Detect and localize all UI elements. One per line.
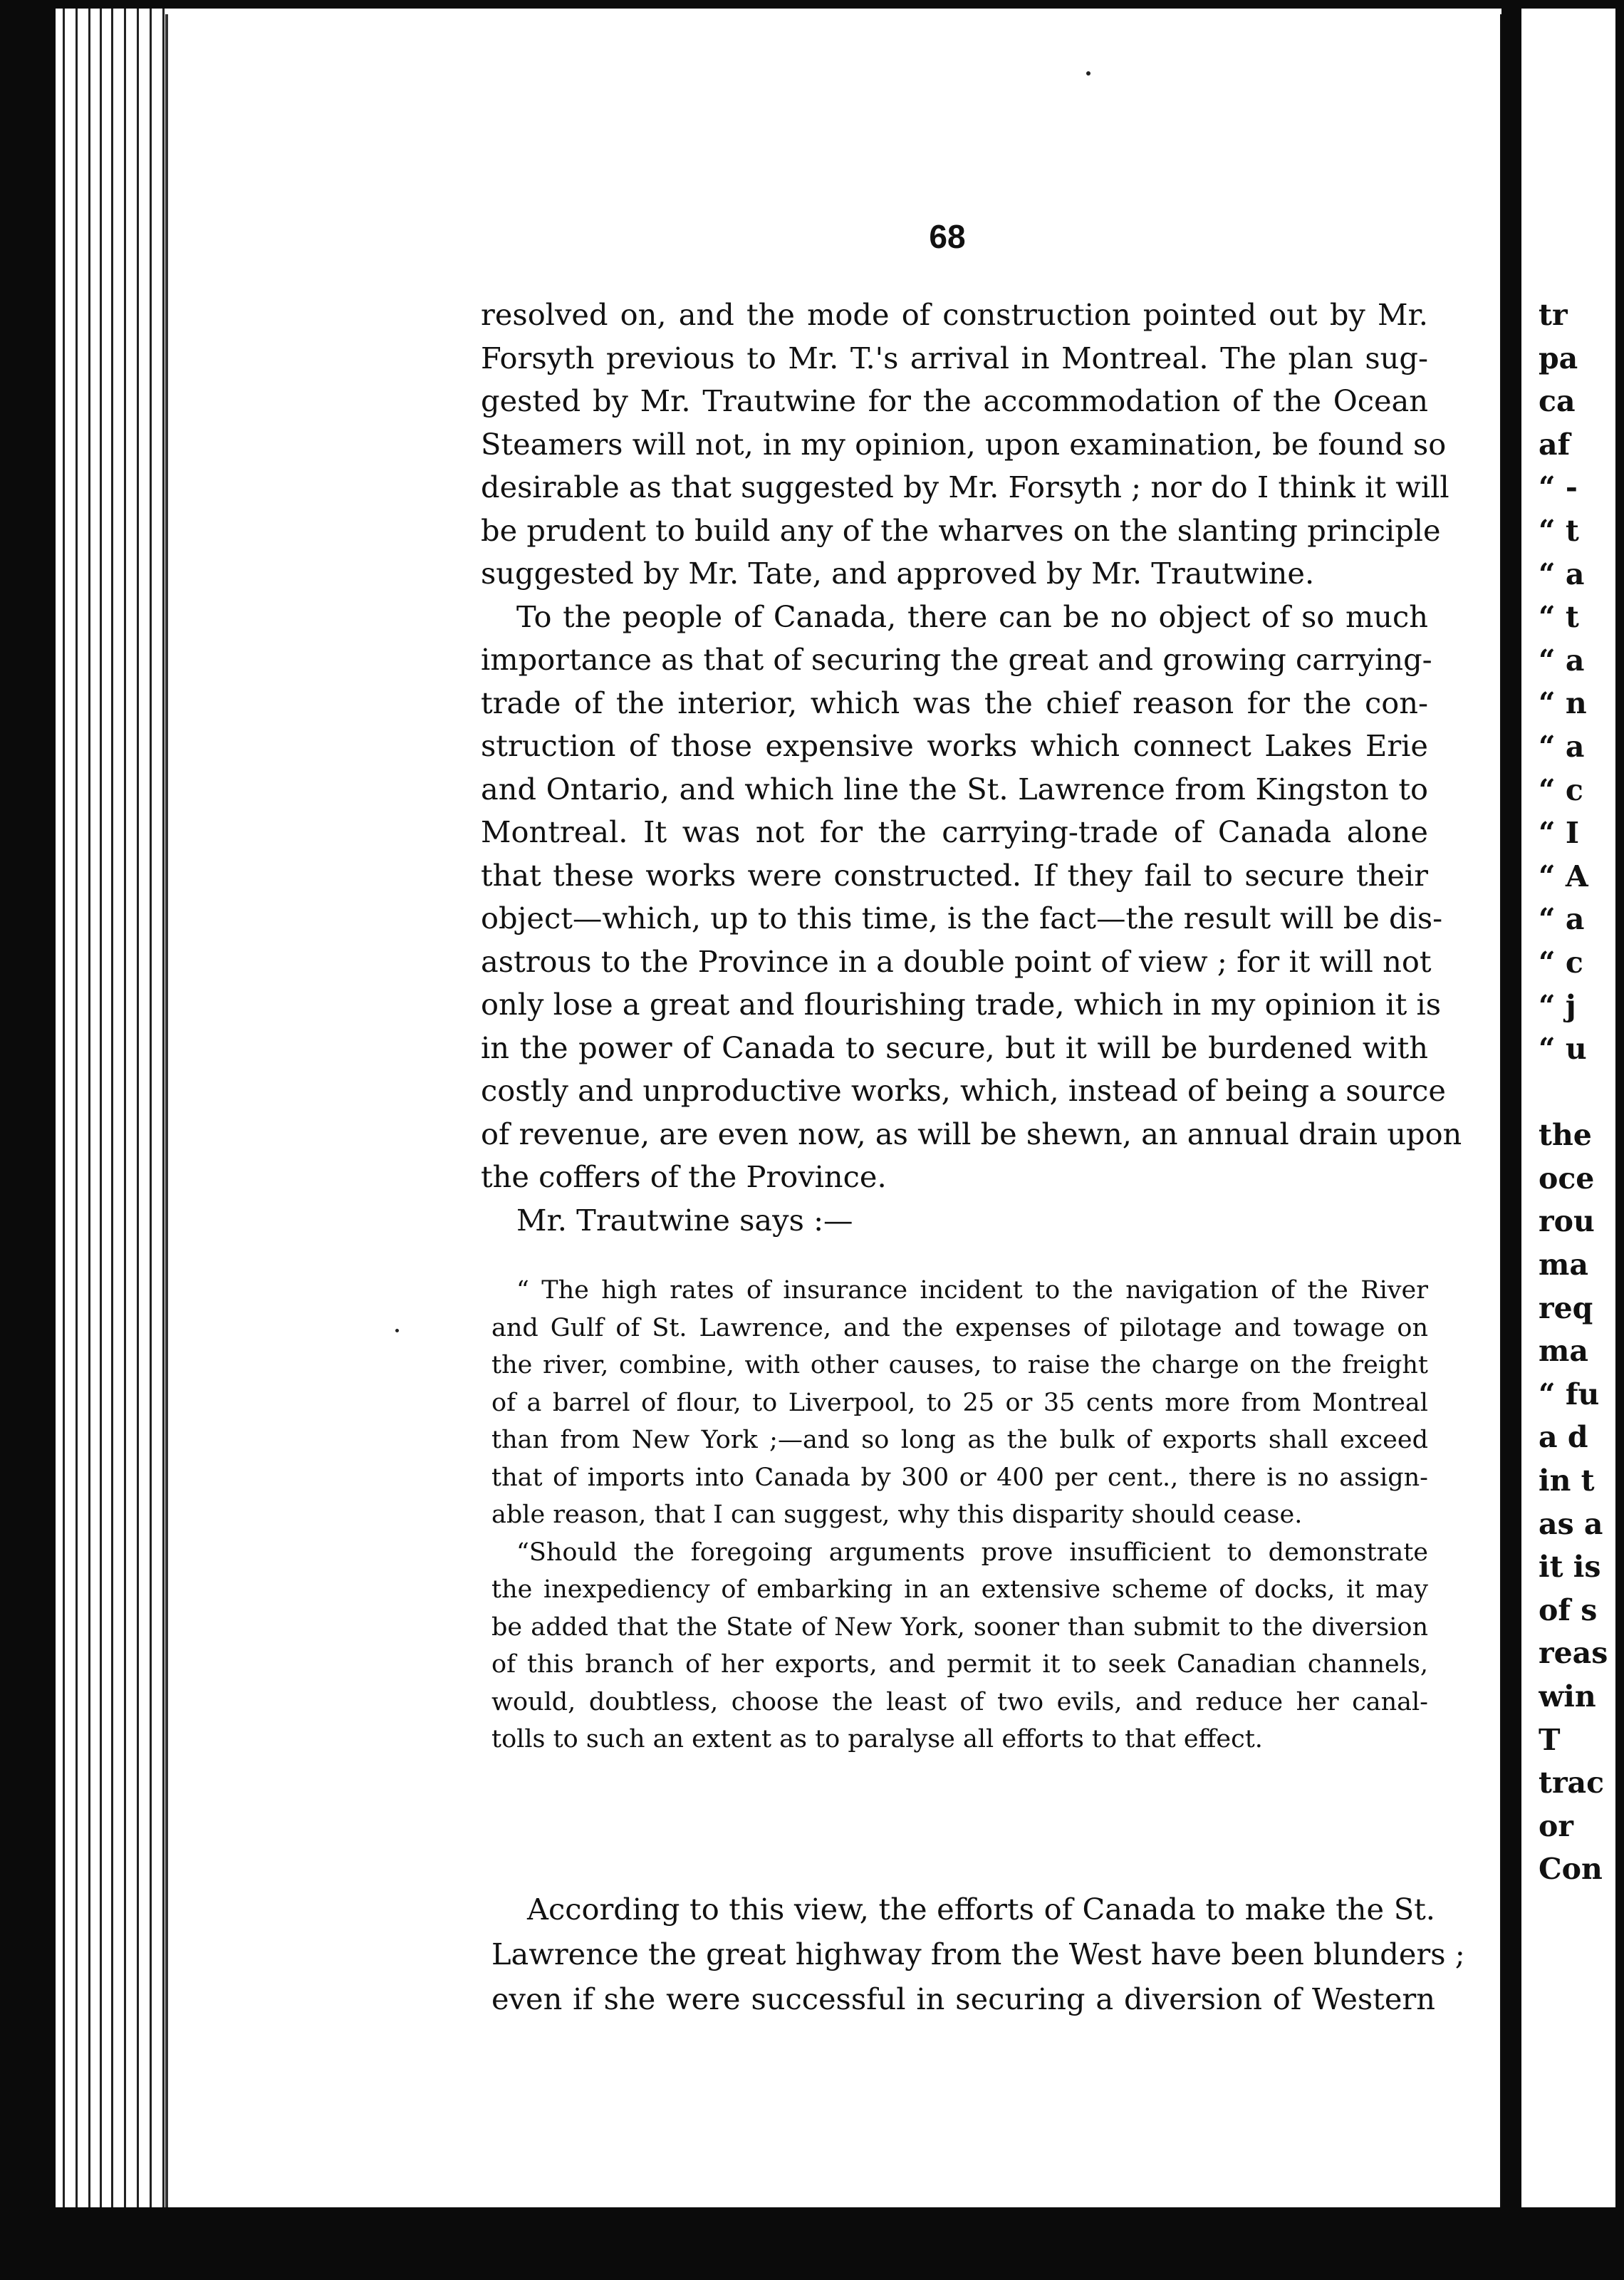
quote-line: “Should the foregoing arguments prove insufficient to demonstrate [516, 1538, 1428, 1567]
facing-page-fragment: or [1539, 1808, 1573, 1843]
quote-line: of this branch of her exports, and permit it to seek Canadian channels, [491, 1650, 1428, 1679]
facing-page-fragment: of s [1539, 1592, 1598, 1627]
paragraph-3: Mr. Trautwine says :— [516, 1202, 853, 1238]
quote-paragraph-1 [491, 1272, 1428, 1534]
facing-page-fragment: “ I [1539, 816, 1580, 851]
quote-line: “ The high rates of insurance incident to the navigation of the River [516, 1276, 1428, 1305]
paragraph-2 [481, 596, 1462, 1199]
text-line: Lawrence the great highway from the West have been blunders ; [491, 1937, 1465, 1971]
facing-page-text-fragments [1539, 294, 1624, 1891]
facing-page-fragment: “ a [1539, 643, 1585, 678]
facing-page-fragment: “ n [1539, 686, 1587, 721]
text-line: be prudent to build any of the wharves on the slanting principle [481, 512, 1441, 548]
quote-line: and Gulf of St. Lawrence, and the expenses of pilotage and towage on [491, 1313, 1428, 1342]
quote-line: than from New York ;—and so long as the bulk of exports shall exceed [491, 1426, 1428, 1454]
quote-line: able reason, that I can suggest, why this disparity should cease. [491, 1501, 1303, 1529]
facing-page-fragment: as a [1539, 1506, 1603, 1541]
facing-page-fragment: “ u [1539, 1032, 1587, 1067]
facing-page-fragment: “ a [1539, 902, 1585, 937]
block-quote [491, 1272, 1428, 1758]
text-line: astrous to the Province in a double point of view ; for it will not [481, 943, 1432, 979]
facing-page-fragment: T [1539, 1722, 1561, 1757]
text-line: even if she were successful in securing a diversion of Western [491, 1981, 1435, 2016]
text-line: Steamers will not, in my opinion, upon examination, be found so [481, 426, 1447, 462]
text-line: resolved on, and the mode of construction pointed out by Mr. [481, 297, 1428, 332]
text-line: To the people of Canada, there can be no object of so much [516, 598, 1428, 634]
quote-line: the river, combine, with other causes, to raise the charge on the freight [491, 1351, 1428, 1379]
facing-page-fragment: the [1539, 1118, 1592, 1153]
text-line: that these works were constructed. If they fail to secure their [481, 857, 1428, 893]
text-line: trade of the interior, which was the chief reason for the con- [481, 685, 1428, 720]
body-text [481, 294, 1462, 1242]
facing-page-fragment: “ A [1539, 859, 1588, 893]
facing-page-fragment: Con [1539, 1852, 1603, 1887]
facing-page-fragment: “ fu [1539, 1377, 1600, 1411]
page-number: 68 [929, 218, 966, 255]
text-line: of revenue, are even now, as will be shewn, an annual drain upon [481, 1116, 1462, 1151]
text-line: According to this view, the efforts of Canada to make the St. [527, 1892, 1435, 1927]
facing-page-fragment [1539, 1071, 1624, 1114]
facing-page-fragment: it is [1539, 1550, 1601, 1585]
ink-speck [1086, 71, 1091, 76]
facing-page-fragment: reas [1539, 1636, 1608, 1671]
facing-page-fragment: oce [1539, 1161, 1595, 1196]
facing-page-fragment: a d [1539, 1420, 1588, 1455]
text-line: the coffers of the Province. [481, 1159, 887, 1194]
text-line: in the power of Canada to secure, but it will be burdened with [481, 1030, 1428, 1065]
facing-page-fragment: req [1539, 1290, 1593, 1325]
quote-line: be added that the State of New York, sooner than submit to the diversion [491, 1612, 1428, 1642]
quote-paragraph-2 [491, 1534, 1428, 1758]
facing-page-fragment: “ t [1539, 513, 1579, 548]
facing-page-fragment: af [1539, 427, 1571, 462]
facing-page-fragment: tr [1539, 298, 1568, 332]
quote-line: the inexpediency of embarking in an extensive scheme of docks, it may [491, 1575, 1428, 1604]
paragraph-1 [481, 294, 1449, 596]
text-line: importance as that of securing the great and growing carrying- [481, 642, 1432, 677]
facing-page-fragment: in t [1539, 1463, 1595, 1498]
facing-page-fragment: “ j [1539, 988, 1576, 1023]
facing-page-fragment: “ - [1539, 470, 1578, 505]
text-line: Montreal. It was not for the carrying-trade of Canada alone [481, 814, 1428, 849]
facing-page-fragment: trac [1539, 1766, 1605, 1800]
facing-page-fragment: ma [1539, 1248, 1588, 1282]
text-line: costly and unproductive works, which, instead of being a source [481, 1073, 1446, 1108]
text-line: struction of those expensive works which connect Lakes Erie [481, 728, 1428, 763]
ink-speck [395, 1329, 399, 1332]
quote-line: of a barrel of flour, to Liverpool, to 25 or 35 cents more from Montreal [491, 1388, 1428, 1417]
facing-page-fragment: ma [1539, 1334, 1588, 1369]
facing-page-fragment: “ a [1539, 729, 1585, 764]
facing-page-fragment: win [1539, 1679, 1596, 1714]
facing-page-fragment: “ a [1539, 556, 1585, 591]
facing-page-fragment: pa [1539, 341, 1578, 375]
text-line: only lose a great and flourishing trade, which in my opinion it is [481, 987, 1442, 1022]
facing-page-fragment: “ t [1539, 600, 1579, 635]
quote-line: would, doubtless, choose the least of two evils, and reduce her canal- [491, 1687, 1428, 1716]
text-line: gested by Mr. Trautwine for the accommodation of the Ocean [481, 383, 1428, 418]
paragraph-4 [491, 1887, 1465, 2021]
text-line: and Ontario, and which line the St. Lawrence from Kingston to [481, 771, 1428, 807]
facing-page-fragment: ca [1539, 384, 1576, 419]
facing-page-fragment: rou [1539, 1204, 1595, 1239]
text-line: desirable as that suggested by Mr. Forsyth ; nor do I think it will [481, 470, 1449, 504]
text-line: suggested by Mr. Tate, and approved by Mr. Trautwine. [481, 556, 1315, 591]
text-line: object—which, up to this time, is the fact—the result will be dis- [481, 901, 1443, 936]
quote-line: tolls to such an extent as to paralyse all efforts to that effect. [491, 1725, 1263, 1753]
facing-page-fragment: “ c [1539, 772, 1583, 807]
facing-page-fragment: “ c [1539, 945, 1583, 980]
quote-line: that of imports into Canada by 300 or 400 per cent., there is no assign- [491, 1463, 1428, 1492]
text-line: Forsyth previous to Mr. T.'s arrival in Montreal. The plan sug- [481, 340, 1428, 375]
